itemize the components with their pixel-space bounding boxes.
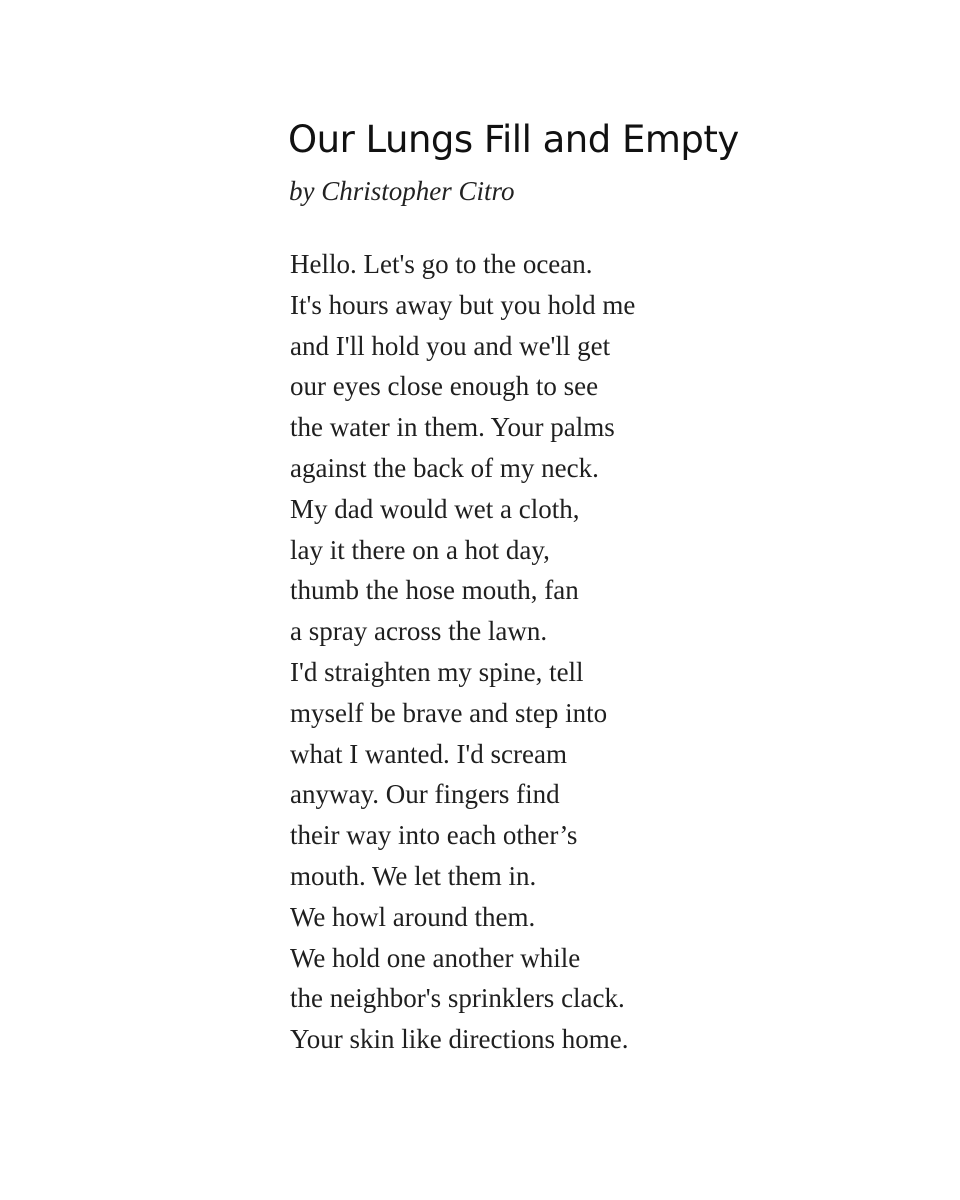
poem-line: It's hours away but you hold me [290,289,636,320]
poem-line: thumb the hose mouth, fan [290,575,579,606]
poem-line: their way into each other’s [290,820,578,851]
poem-line: I'd straighten my spine, tell [290,656,584,687]
poem-line: Hello. Let's go to the ocean. [290,249,593,279]
poem-line: myself be brave and step into [290,697,608,728]
poem-title: Our Lungs Fill and Empty [288,118,739,161]
poem-body [290,244,635,1060]
poem-line: Your skin like directions home. [290,1024,629,1055]
poem-line: the water in them. Your palms [290,412,615,443]
poem-line: the neighbor's sprinklers clack. [290,983,625,1014]
poem-line: against the back of my neck. [290,452,599,483]
poem-line: and I'll hold you and we'll get [290,330,611,361]
poem-line: We howl around them. [290,901,536,932]
poem-line: a spray across the lawn. [290,616,548,647]
poem-line: what I wanted. I'd scream [290,738,568,769]
poem-line: mouth. We let them in. [290,860,537,891]
poem-line: anyway. Our fingers find [290,779,560,810]
poem-line: our eyes close enough to see [290,371,599,402]
poem-line: lay it there on a hot day, [290,534,550,565]
poem-line: My dad would wet a cloth, [290,493,580,524]
poem-line: We hold one another while [290,942,581,973]
poem-byline: by Christopher Citro [289,176,515,206]
